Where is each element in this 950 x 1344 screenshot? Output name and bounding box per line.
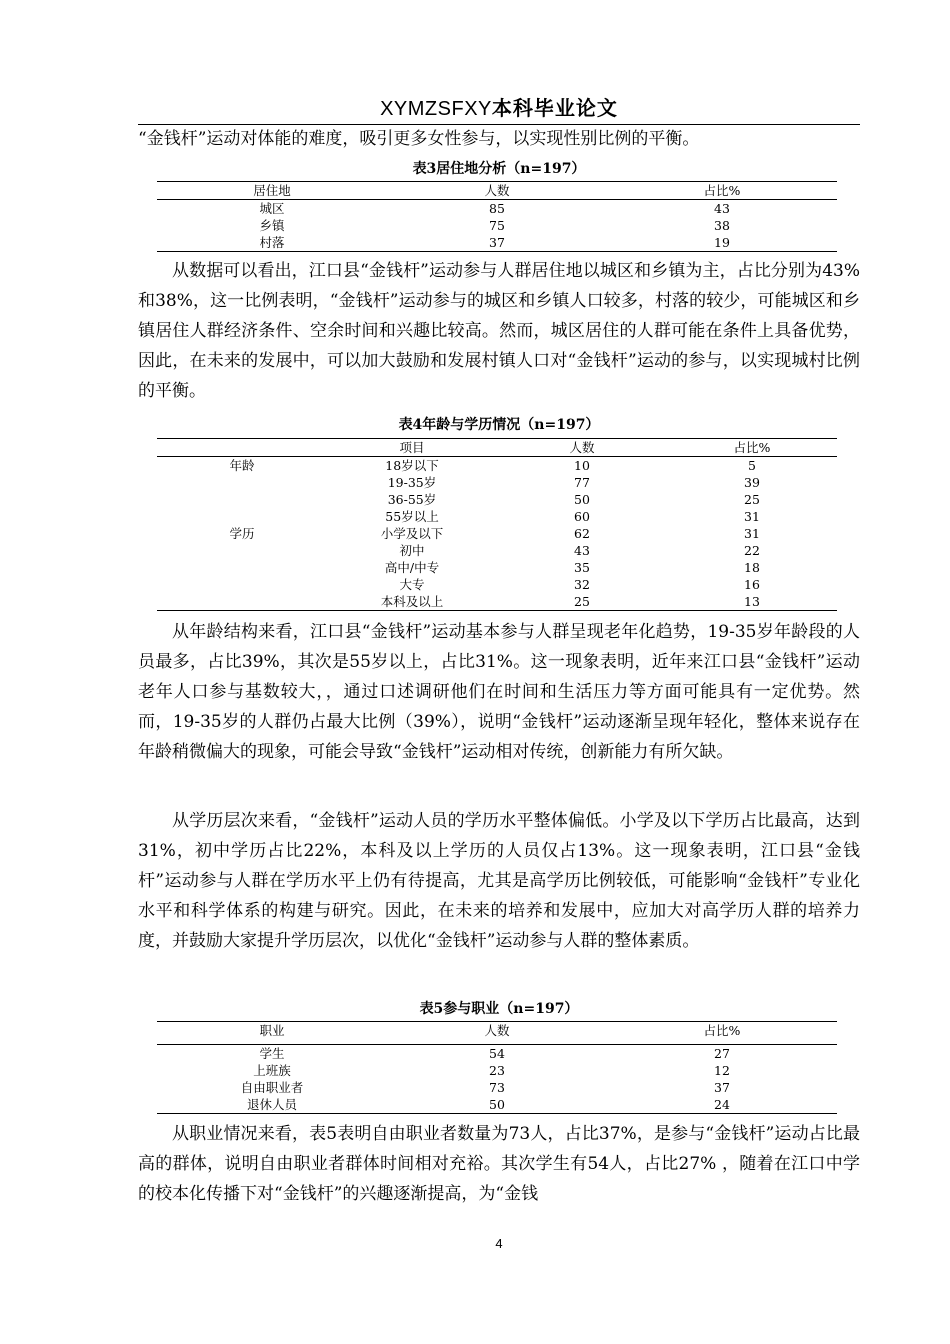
- table-cell: 5: [748, 458, 756, 473]
- table-cell: 62: [574, 526, 590, 541]
- header-latin-title: XYMZSFXY: [380, 98, 492, 120]
- table-row: [157, 508, 837, 525]
- table-row: [157, 525, 837, 542]
- table-cell: [157, 542, 327, 559]
- table-cell: 18岁以下: [385, 458, 439, 473]
- table-row: [157, 457, 837, 475]
- table4-caption: 表4年龄与学历情况（n=197）: [398, 417, 600, 433]
- table5-caption: 表5参与职业（n=197）: [419, 1001, 579, 1017]
- table-cell: 85: [489, 201, 505, 216]
- table-cell: 50: [574, 492, 590, 507]
- table-cell: 19: [714, 235, 730, 250]
- table-cell: 73: [489, 1080, 505, 1095]
- table-cell: 本科及以上: [380, 594, 444, 609]
- paragraph-age-analysis: 从年龄结构来看，江口县“金钱杆”运动基本参与人群呈现老年化趋势，19-35岁年龄段的人员最多，占比39%，其次是55岁以上，占比31%。这一现象表明，近年来江口县“金钱杆”运动老年人口参与基数较大，，通过口述调研他们在时间和生活压力等方面可能具有一定优势。然而，19-35岁的人群仍占最大比例（39%），说明“金钱杆”运动逐渐呈现年轻化，整体来说存在年龄稍微偏大的现象，可能会导致“金钱杆”运动相对传统，创新能力有所欠缺。: [138, 622, 860, 762]
- table-cell: 上班族: [253, 1063, 291, 1078]
- table-cell: [157, 508, 327, 525]
- table-cell: 12: [714, 1063, 730, 1078]
- table-cell: 自由职业者: [240, 1080, 304, 1095]
- table-header-cell: 项目: [327, 439, 497, 457]
- table-header-cell: 职业: [157, 1022, 387, 1045]
- table-cell: 31: [744, 526, 760, 541]
- table-header-row: [157, 439, 837, 457]
- table-cell: 19-35岁: [387, 475, 437, 490]
- table-row: [157, 234, 837, 252]
- table-row: [157, 491, 837, 508]
- table-cell: 年龄: [229, 458, 255, 473]
- table-header-cell: 居住地: [157, 182, 387, 200]
- table-header-row: [157, 182, 837, 200]
- table-row: [157, 474, 837, 491]
- table-cell: 村落: [259, 235, 285, 250]
- table-cell: 39: [744, 475, 760, 490]
- header-cjk-title: 本科毕业论文: [491, 96, 618, 120]
- table-cell: 43: [714, 201, 730, 216]
- paragraph-occupation-analysis: 从职业情况来看，表5表明自由职业者数量为73人，占比37%，是参与“金钱杆”运动占比最高的群体，说明自由职业者群体时间相对充裕。其次学生有54人，占比27% ，随着在江口中学的校本化传播下对“金钱杆”的兴趣逐渐提高，为“金钱: [138, 1124, 860, 1204]
- table-row: [157, 200, 837, 218]
- table-cell: 35: [574, 560, 590, 575]
- table-row: [157, 217, 837, 234]
- table4: [157, 438, 837, 611]
- table-cell: 乡镇: [259, 218, 285, 233]
- table-row: [157, 576, 837, 593]
- table-header-cell: [157, 439, 327, 457]
- table-cell: 36-55岁: [387, 492, 437, 507]
- table-header-cell: 占比%: [667, 439, 837, 457]
- table-cell: 37: [714, 1080, 730, 1095]
- table-cell: 27: [714, 1046, 730, 1061]
- table-cell: 75: [489, 218, 505, 233]
- table-cell: 大专: [399, 577, 425, 592]
- table-cell: 22: [744, 543, 760, 558]
- table-header-cell: 占比%: [607, 182, 837, 200]
- table3: [157, 181, 837, 252]
- table-cell: 37: [489, 235, 505, 250]
- table-row: [157, 559, 837, 576]
- table-cell: 25: [744, 492, 760, 507]
- table3-caption: 表3居住地分析（n=197）: [412, 161, 586, 177]
- table-cell: 23: [489, 1063, 505, 1078]
- table-row: [157, 1062, 837, 1079]
- table-cell: 50: [489, 1097, 505, 1112]
- table-header-cell: 人数: [387, 182, 607, 200]
- table-cell: 77: [574, 475, 590, 490]
- paragraph-education-analysis: 从学历层次来看，“金钱杆”运动人员的学历水平整体偏低。小学及以下学历占比最高，达到31%，初中学历占比22%，本科及以上学历的人员仅占13%。这一现象表明，江口县“金钱杆”运动参与人群在学历水平上仍有待提高，尤其是高学历比例较低，可能影响“金钱杆”专业化水平和科学体系的构建与研究。因此，在未来的培养和发展中，应加大对高学历人群的培养力度，并鼓励大家提升学历层次，以优化“金钱杆”运动参与人群的整体素质。: [138, 811, 860, 951]
- table-header-cell: 占比%: [607, 1022, 837, 1045]
- table-row: [157, 593, 837, 611]
- table-cell: 10: [574, 458, 590, 473]
- table-header-row: [157, 1022, 837, 1045]
- table-cell: 38: [714, 218, 730, 233]
- table-cell: [157, 474, 327, 491]
- page-number: 4: [495, 1236, 503, 1251]
- table-cell: 60: [574, 509, 590, 524]
- table-row: [157, 1079, 837, 1096]
- table-cell: 城区: [259, 201, 285, 216]
- table-cell: 24: [714, 1097, 730, 1112]
- table-cell: [157, 576, 327, 593]
- table-cell: 16: [744, 577, 760, 592]
- table5: [157, 1021, 837, 1114]
- table-cell: 学生: [259, 1046, 285, 1061]
- page-header: [138, 94, 860, 125]
- paragraph-continued: “金钱杆”运动对体能的难度，吸引更多女性参与，以实现性别比例的平衡。: [138, 129, 700, 149]
- table-row: [157, 1096, 837, 1114]
- table-cell: 18: [744, 560, 760, 575]
- table-cell: 高中/中专: [384, 560, 440, 575]
- paragraph-residence-analysis: 从数据可以看出，江口县“金钱杆”运动参与人群居住地以城区和乡镇为主，占比分别为43%和38%，这一比例表明，“金钱杆”运动参与的城区和乡镇人口较多，村落的较少，可能城区和乡镇居住人群经济条件、空余时间和兴趣比较高。然而，城区居住的人群可能在条件上具备优势，因此，在未来的发展中，可以加大鼓励和发展村镇人口对“金钱杆”运动的参与，以实现城村比例的平衡。: [138, 261, 860, 401]
- table-cell: 学历: [229, 526, 255, 541]
- table-cell: 43: [574, 543, 590, 558]
- table-cell: 31: [744, 509, 760, 524]
- table-cell: 32: [574, 577, 590, 592]
- table-cell: 55岁以上: [385, 509, 439, 524]
- table-header-cell: 人数: [387, 1022, 607, 1045]
- table-cell: 退休人员: [246, 1097, 297, 1112]
- table-cell: 初中: [399, 543, 425, 558]
- table-cell: 54: [489, 1046, 505, 1061]
- table-cell: 13: [744, 594, 760, 609]
- table-row: [157, 542, 837, 559]
- table-cell: [157, 559, 327, 576]
- table-cell: [157, 593, 327, 611]
- table-cell: 小学及以下: [380, 526, 444, 541]
- table-cell: 25: [574, 594, 590, 609]
- table-row: [157, 1045, 837, 1063]
- table-header-cell: 人数: [497, 439, 667, 457]
- table-cell: [157, 491, 327, 508]
